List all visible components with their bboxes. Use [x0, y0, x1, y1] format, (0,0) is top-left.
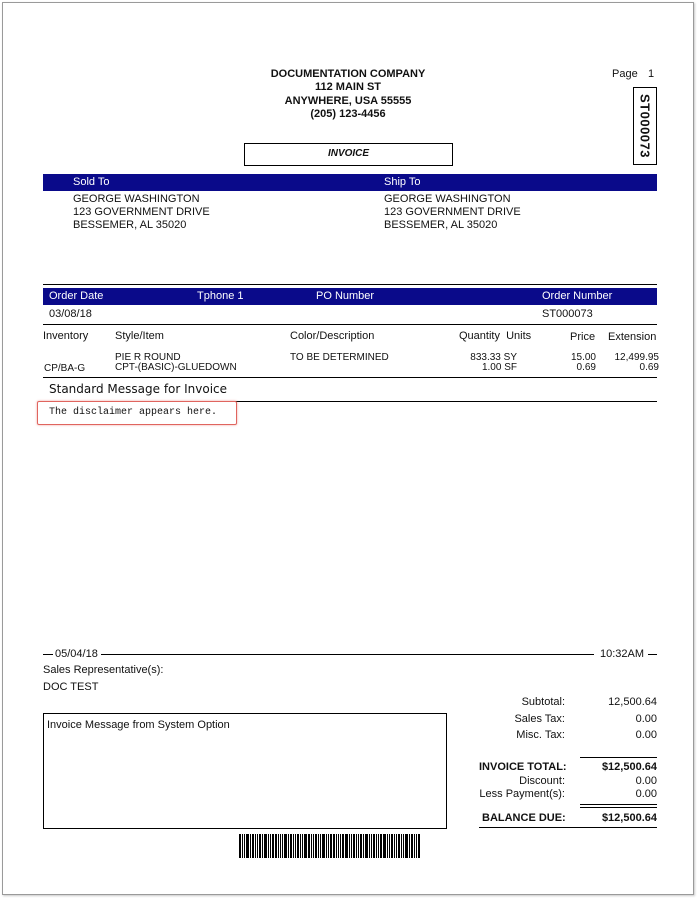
col-color: Color/Description [290, 330, 375, 342]
barcode-bar [353, 834, 355, 858]
divider [43, 654, 53, 655]
barcode-bar [282, 834, 283, 858]
barcode-bar [356, 834, 357, 858]
barcode-bar [284, 834, 287, 858]
barcode-bar [416, 834, 417, 858]
barcode-bar [313, 834, 314, 858]
sales-rep-value: DOC TEST [43, 681, 99, 693]
barcode-bar [378, 834, 379, 858]
document-number-box [633, 87, 657, 165]
footer-time: 10:32AM [600, 648, 645, 660]
tphone-label: Tphone 1 [197, 290, 244, 302]
invoice-total-label: INVOICE TOTAL: [479, 761, 567, 773]
sold-to-line2: BESSEMER, AL 35020 [73, 219, 187, 231]
col-price: Price [570, 331, 596, 343]
item-style-line1: PIE R ROUND [115, 352, 181, 363]
invoice-total-value: $12,500.64 [601, 761, 657, 773]
barcode-bar [262, 834, 263, 858]
item-extension-line1: 12,499.95 [614, 352, 659, 363]
barcode-bar [278, 834, 279, 858]
barcode-bar [244, 834, 245, 858]
barcode-bar [246, 834, 249, 858]
barcode-bar [414, 834, 415, 858]
barcode-bar [290, 834, 292, 858]
invoice-page [2, 2, 694, 895]
barcode-bar [411, 834, 413, 858]
barcode-bar [315, 834, 317, 858]
ship-to-line1: 123 GOVERNMENT DRIVE [384, 206, 521, 218]
barcode-bar [387, 834, 388, 858]
barcode-bar [250, 834, 251, 858]
barcode-bar [360, 834, 362, 858]
barcode-bar [345, 834, 348, 858]
barcode-bar [295, 834, 296, 858]
barcode-bar [270, 834, 271, 858]
col-quantity-units: Quantity Units [459, 330, 532, 342]
barcode-bar [255, 834, 256, 858]
barcode-bar [268, 834, 269, 858]
order-number-value: ST000073 [542, 308, 593, 320]
divider [580, 804, 657, 805]
divider [580, 807, 657, 808]
barcode-bar [322, 834, 325, 858]
barcode-bar [398, 834, 400, 858]
item-price-line2: 0.69 [576, 362, 596, 373]
barcode-bar [336, 834, 337, 858]
barcode-bar [383, 834, 386, 858]
col-extension: Extension [608, 331, 657, 343]
less-payments-value: 0.00 [635, 788, 657, 800]
item-inventory: CP/BA-G [44, 363, 86, 374]
barcode-bar [259, 834, 261, 858]
barcode-bar [340, 834, 341, 858]
divider [580, 757, 657, 758]
barcode-bar [380, 834, 382, 858]
barcode-bar [371, 834, 372, 858]
divider [43, 284, 657, 285]
barcode-bar [418, 834, 420, 858]
company-phone: (205) 123-4456 [310, 108, 386, 120]
barcode-bar [318, 834, 319, 858]
divider [43, 377, 657, 378]
ship-to-name: GEORGE WASHINGTON [384, 193, 511, 205]
col-inventory: Inventory [43, 330, 89, 342]
item-extension-line2: 0.69 [639, 362, 659, 373]
barcode-bar [308, 834, 310, 858]
invoice-message: Invoice Message from System Option [47, 719, 230, 731]
barcode-bar [264, 834, 267, 858]
barcode-bar [297, 834, 299, 858]
barcode-bar [401, 834, 402, 858]
less-payments-label: Less Payment(s): [479, 788, 565, 800]
barcode-bar [396, 834, 397, 858]
barcode-bar [300, 834, 301, 858]
company-street: 112 MAIN ST [314, 81, 382, 93]
misc-tax-label: Misc. Tax: [516, 729, 565, 741]
barcode-bar [333, 834, 335, 858]
barcode-bar [304, 834, 307, 858]
address-header-bar [43, 174, 657, 191]
barcode-bar [409, 834, 410, 858]
col-style: Style/Item [115, 330, 164, 342]
order-header-bar [43, 288, 657, 305]
barcode-bar [257, 834, 258, 858]
disclaimer-text: The disclaimer appears here. [49, 407, 218, 418]
barcode-bar [326, 834, 327, 858]
barcode [239, 834, 463, 858]
item-style-line2: CPT-(BASIC)-GLUEDOWN [115, 362, 237, 373]
barcode-bar [405, 834, 408, 858]
discount-label: Discount: [519, 775, 565, 787]
subtotal-value: 12,500.64 [608, 696, 657, 708]
page-label: Page [612, 68, 638, 80]
company-city: ANYWHERE, USA 55555 [284, 95, 412, 107]
barcode-bar [280, 834, 281, 858]
ship-to-heading: Ship To [384, 176, 421, 188]
barcode-bar [389, 834, 390, 858]
barcode-bar [311, 834, 312, 858]
order-number-label: Order Number [542, 290, 613, 302]
barcode-bar [363, 834, 364, 858]
item-price-line1: 15.00 [570, 352, 596, 363]
sold-to-line1: 123 GOVERNMENT DRIVE [73, 206, 210, 218]
sales-tax-value: 0.00 [635, 713, 657, 725]
document-type: INVOICE [244, 143, 453, 166]
divider [43, 324, 657, 325]
item-qty-line1: 833.33 SY [470, 352, 517, 363]
order-date-value: 03/08/18 [49, 308, 92, 320]
divider [101, 654, 594, 655]
ship-to-line2: BESSEMER, AL 35020 [384, 219, 498, 231]
item-qty-line2: 1.00 SF [481, 362, 517, 373]
barcode-bar [242, 834, 243, 858]
barcode-bar [252, 834, 254, 858]
barcode-bar [342, 834, 344, 858]
barcode-bar [365, 834, 368, 858]
barcode-bar [275, 834, 277, 858]
sales-tax-label: Sales Tax: [514, 713, 565, 725]
barcode-bar [369, 834, 370, 858]
barcode-bar [376, 834, 377, 858]
barcode-bar [373, 834, 375, 858]
subtotal-label: Subtotal: [521, 696, 565, 708]
balance-due-label: BALANCE DUE: [482, 812, 566, 824]
standard-message-label: Standard Message for Invoice [49, 382, 228, 396]
sold-to-heading: Sold To [73, 176, 110, 188]
barcode-bar [394, 834, 395, 858]
invoice-message-box [43, 713, 447, 829]
document-number: ST000073 [637, 94, 653, 158]
barcode-bar [330, 834, 332, 858]
barcode-bar [288, 834, 289, 858]
barcode-bar [349, 834, 350, 858]
item-color: TO BE DETERMINED [290, 352, 389, 363]
discount-value: 0.00 [635, 775, 657, 787]
footer-date: 05/04/18 [55, 648, 98, 660]
divider [648, 654, 657, 655]
page-number: 1 [648, 68, 655, 80]
misc-tax-value: 0.00 [635, 729, 657, 741]
balance-due-value: $12,500.64 [601, 812, 657, 824]
barcode-bar [358, 834, 359, 858]
sales-rep-label: Sales Representative(s): [43, 664, 164, 676]
company-name: DOCUMENTATION COMPANY [270, 68, 426, 80]
barcode-bar [391, 834, 393, 858]
sold-to-name: GEORGE WASHINGTON [73, 193, 200, 205]
barcode-bar [351, 834, 352, 858]
po-number-label: PO Number [316, 290, 375, 302]
barcode-bar [328, 834, 329, 858]
barcode-bar [239, 834, 241, 858]
barcode-bar [403, 834, 404, 858]
divider [479, 827, 657, 828]
barcode-bar [320, 834, 321, 858]
barcode-bar [272, 834, 274, 858]
barcode-bar [302, 834, 303, 858]
barcode-bar [293, 834, 294, 858]
barcode-bar [338, 834, 339, 858]
order-date-label: Order Date [49, 290, 104, 302]
